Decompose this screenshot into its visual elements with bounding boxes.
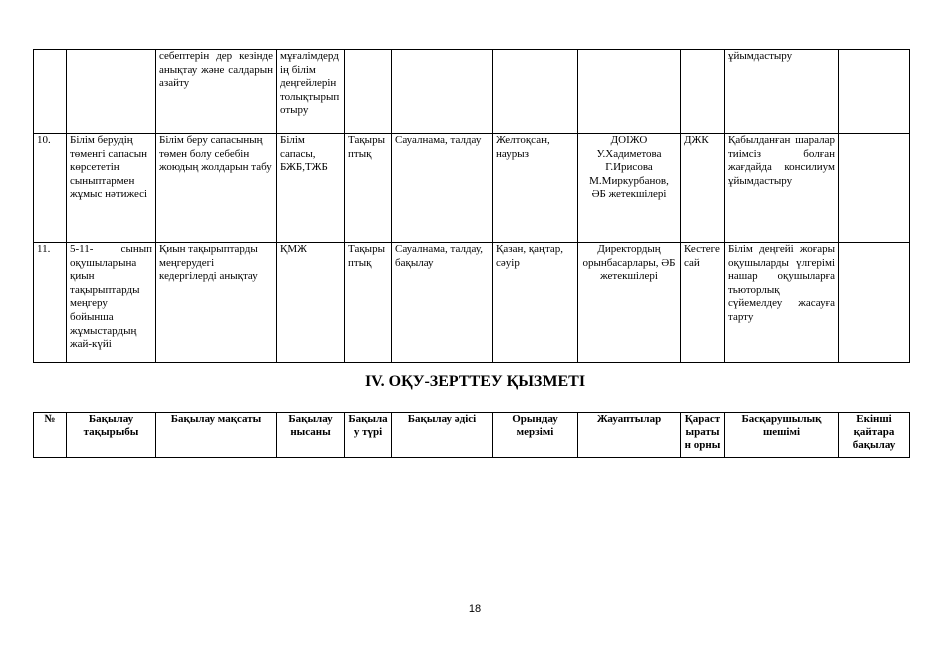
control-method xyxy=(392,50,493,134)
column-header-method: Бақылау әдісі xyxy=(392,413,493,458)
table-row xyxy=(34,134,910,243)
column-header-decision: Басқарушылық шешімі xyxy=(725,413,839,458)
column-header-number: № xyxy=(34,413,67,458)
control-subject: Білім берудің төменгі сапасын көрсететін сыныптармен жұмыс нәтижесі xyxy=(67,134,156,243)
control-method: Сауалнама, талдау xyxy=(392,134,493,243)
review-venue: ДЖК xyxy=(681,134,725,243)
control-subject xyxy=(67,50,156,134)
column-header-object: Бақылау нысаны xyxy=(277,413,345,458)
row-number: 11. xyxy=(34,243,67,363)
management-decision: Білім деңгейі жоғары оқушыларды үлгерімі нашар оқушыларға тьюторлық сүйемелдеу жасауға тарту xyxy=(725,243,839,363)
control-object: мұғалімдердің білім деңгейлерін толықтырып отыру xyxy=(277,50,345,134)
responsible-persons: Директордың орынбасарлары, ӘБ жетекшілері xyxy=(578,243,681,363)
control-deadline: Желтоқсан, наурыз xyxy=(493,134,578,243)
row-number xyxy=(34,50,67,134)
repeat-control xyxy=(839,243,910,363)
column-header-venue: Қарастыратын орны xyxy=(681,413,725,458)
management-decision: Қабылданған шаралар тиімсіз болған жағдайда консилиум ұйымдастыру xyxy=(725,134,839,243)
control-subject: 5-11- сынып оқушыларына қиын тақырыптарды меңгеру бойынша жұмыстардың жай-күйі xyxy=(67,243,156,363)
column-header-type: Бақылау түрі xyxy=(345,413,392,458)
control-object: Білім сапасы, БЖБ,ТЖБ xyxy=(277,134,345,243)
page-number: 18 xyxy=(468,603,482,615)
control-purpose: Білім беру сапасының төмен болу себебін жоюдың жолдарын табу xyxy=(156,134,277,243)
column-header-deadline: Орындау мерзімі xyxy=(493,413,578,458)
control-type xyxy=(345,50,392,134)
control-type: Тақырыптық xyxy=(345,243,392,363)
control-deadline xyxy=(493,50,578,134)
table-row xyxy=(34,243,910,363)
column-header-responsible: Жауаптылар xyxy=(578,413,681,458)
control-object: ҚМЖ xyxy=(277,243,345,363)
control-method: Сауалнама, талдау, бақылау xyxy=(392,243,493,363)
column-header-subject: Бақылау тақырыбы xyxy=(67,413,156,458)
column-header-purpose: Бақылау мақсаты xyxy=(156,413,277,458)
table-header-row xyxy=(34,413,910,458)
control-purpose: себептерін дер кезінде анықтау және салдарын азайту xyxy=(156,50,277,134)
management-decision: ұйымдастыру xyxy=(725,50,839,134)
research-activity-table xyxy=(33,412,910,458)
repeat-control xyxy=(839,134,910,243)
responsible-persons xyxy=(578,50,681,134)
repeat-control xyxy=(839,50,910,134)
section-title: IV. ОҚУ-ЗЕРТТЕУ ҚЫЗМЕТІ xyxy=(364,373,586,390)
control-plan-table xyxy=(33,49,910,363)
control-purpose: Қиын тақырыптарды меңгерудегі кедергілерді анықтау xyxy=(156,243,277,363)
review-venue: Кестеге сай xyxy=(681,243,725,363)
row-number: 10. xyxy=(34,134,67,243)
column-header-repeat: Екінші қайтара бақылау xyxy=(839,413,910,458)
control-deadline: Қазан, қаңтар, сәуір xyxy=(493,243,578,363)
responsible-persons: ДОІЖО У.Хадиметова Г.Ирисова М.Миркурбанов, ӘБ жетекшілері xyxy=(578,134,681,243)
table-row xyxy=(34,50,910,134)
review-venue xyxy=(681,50,725,134)
control-type: Тақырыптық xyxy=(345,134,392,243)
